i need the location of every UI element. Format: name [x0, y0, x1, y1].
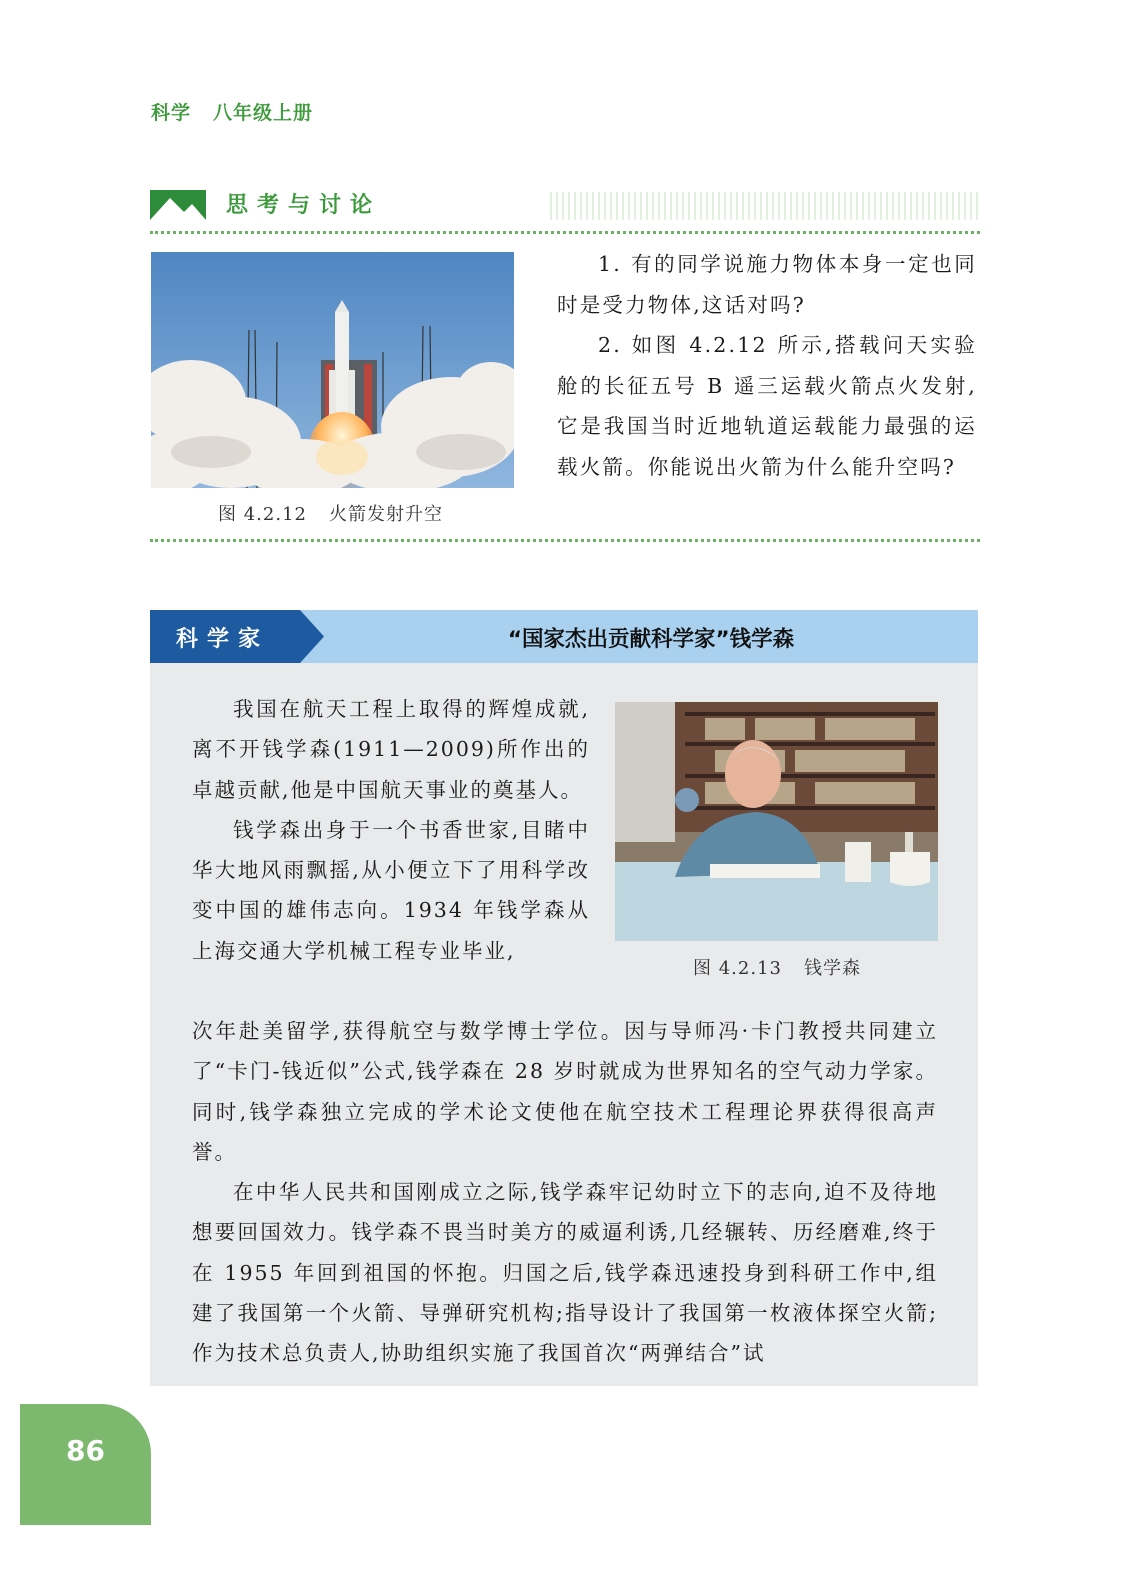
portrait-figure-number: 图 4.2.13 — [693, 958, 782, 979]
discussion-title: 思考与讨论 — [226, 193, 382, 218]
divider-bottom — [150, 539, 980, 542]
paragraph-2-end: 次年赴美留学,获得航空与数学博士学位。因与导师冯·卡门教授共同建立了“卡门-钱近似”公式,钱学森在 28 岁时就成为世界知名的空气动力学家。同时,钱学森独立完成的学术论文使他在航空技术工程理论界获得很高声誉。 — [192, 1019, 938, 1164]
page-number: 86 — [66, 1434, 105, 1467]
paragraph-3: 在中华人民共和国刚成立之际,钱学森牢记幼时立下的志向,迫不及待地想要回国效力。钱学森不畏当时美方的威逼利诱,几经辗转、历经磨难,终于在 1955 年回到祖国的怀抱。归国之后,钱学森迅速投身到科研工作中,组建了我国第一个火箭、导弹研究机构;指导设计了我国第一枚液体探空火箭;作为技术总负责人,协助组织实施了我国首次“两弹结合”试 — [192, 1180, 938, 1366]
rocket-figure-text: 火箭发射升空 — [328, 504, 443, 525]
scientist-banner — [150, 610, 978, 663]
discussion-flag-icon — [150, 190, 206, 220]
rocket-figure-number: 图 4.2.12 — [218, 504, 307, 525]
running-head — [151, 98, 313, 125]
discussion-header — [150, 186, 980, 236]
page-number-tab — [20, 1404, 151, 1525]
qian-xuesen-portrait-photo — [615, 702, 938, 941]
rocket-launch-photo — [151, 252, 514, 488]
paragraph-2-start: 钱学森出身于一个书香世家,目睹中华大地风雨飘摇,从小便立下了用科学改变中国的雄伟志向。1934 年钱学森从上海交通大学机械工程专业毕业, — [192, 817, 590, 963]
portrait-figure-caption — [693, 954, 861, 980]
scientist-label: 科学家 — [176, 627, 270, 652]
portrait-figure-text: 钱学森 — [803, 958, 861, 979]
question-2: 2. 如图 4.2.12 所示,搭载问天实验舱的长征五号 B 遥三运载火箭点火发射,它是我国当时近地轨道运载能力最强的运载火箭。你能说出火箭为什么能升空吗? — [557, 333, 977, 479]
paragraph-1: 我国在航天工程上取得的辉煌成就,离不开钱学森(1911—2009)所作出的卓越贡献,他是中国航天事业的奠基人。 — [192, 697, 590, 802]
discussion-questions — [557, 244, 977, 487]
scientist-text-wide — [192, 1011, 938, 1374]
header-stripe — [550, 192, 980, 220]
scientist-title: “国家杰出贡献科学家”钱学森 — [507, 627, 795, 652]
divider-top — [150, 231, 980, 234]
scientist-text-narrow — [192, 689, 590, 971]
subject-label: 科学 — [151, 102, 192, 124]
rocket-figure-caption — [218, 500, 443, 526]
grade-label: 八年级上册 — [213, 102, 314, 124]
question-1: 1. 有的同学说施力物体本身一定也同时是受力物体,这话对吗? — [557, 252, 977, 317]
